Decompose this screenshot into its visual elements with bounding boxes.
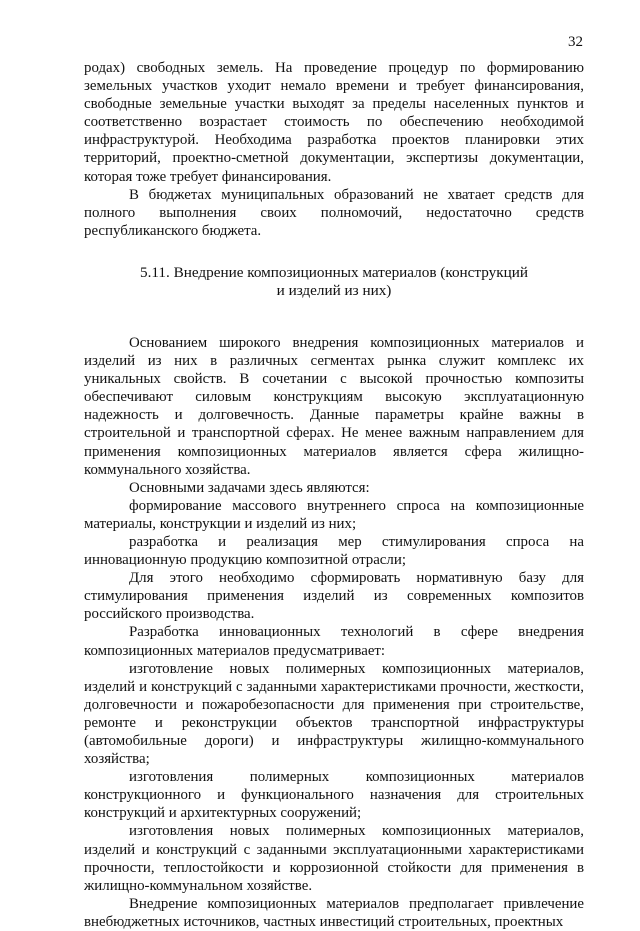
list-item-housing-utilities: изготовления новых полимерных композиционных материалов, изделий и конструкций с заданными эксплуатационными характеристиками прочности, теплостойкости и коррозионной стойкости для применения в жилищно-коммунальном хозяйстве. [84,823,584,894]
paragraph-continuation: родах) свободных земель. На проведение процедур по формированию земельных участков уходит немало времени и требует финансирования, свободные земельные участки выходят за пределы населенных пунктов и соответственно возрастает стоимость по обеспечению необходимой инфраструктурой. Необходима разработка проектов планировки этих территорий, проектно-сметной документации, экспертизы документации, которая тоже требует финансирования. [84,60,584,185]
list-item-construction-materials: изготовления полимерных композиционных материалов конструкционного и функционального назначения для строительных конструкций и архитектурных сооружений; [84,769,584,822]
paragraph-innovation-technologies: Разработка инновационных технологий в сфере внедрения композиционных материалов предусматривает: [84,624,584,659]
page-number: 32 [568,34,583,50]
page-body [84,59,584,931]
list-item-demand-formation: формирование массового внутреннего спроса на композиционные материалы, конструкции и изделий из них; [84,497,584,532]
spacer [84,240,584,264]
paragraph-composites-basis: Основанием широкого внедрения композиционных материалов и изделий из них в различных сегментах рынка служит комплекс их уникальных свойств. В сочетании с высокой прочностью композиты обеспечивают силовым конструкциям высокую эксплуатационную надежность и долговечность. Данные параметры крайне важны в строительной и транспортной сферах. Не менее важным направлением для применения композиционных материалов является сфера жилищно-коммунального хозяйства. [84,334,584,478]
section-heading-line-2: и изделий из них) [276,282,392,300]
paragraph-main-tasks: Основными задачами здесь являются: [129,479,370,496]
paragraph-regulatory-base: Для этого необходимо сформировать нормативную базу для стимулирования применения изделий из современных композитов российского производства. [84,570,584,623]
spacer [84,301,584,334]
list-item-stimulation-measures: разработка и реализация мер стимулирования спроса на инновационную продукцию композитной отрасли; [84,533,584,569]
section-heading-line-1: 5.11. Внедрение композиционных материалов (конструкций [140,263,528,281]
paragraph-budget: В бюджетах муниципальных образований не хватает средств для полного выполнения своих полномочий, недостаточно средств республиканского бюджета. [84,186,584,239]
list-item-transport-infrastructure: изготовление новых полимерных композиционных материалов, изделий и конструкций с заданными характеристиками прочности, жесткости, долговечности и пожаробезопасности для применения при строительстве, ремонте и реконструкции объектов транспортной инфраструктуры (автомобильные дороги) и инфраструктуры жилищно-коммунального хозяйства; [84,660,584,768]
paragraph-investment: Внедрение композиционных материалов предполагает привлечение внебюджетных источников, частных инвестиций строительных, проектных [84,895,584,930]
section-heading [84,264,584,301]
